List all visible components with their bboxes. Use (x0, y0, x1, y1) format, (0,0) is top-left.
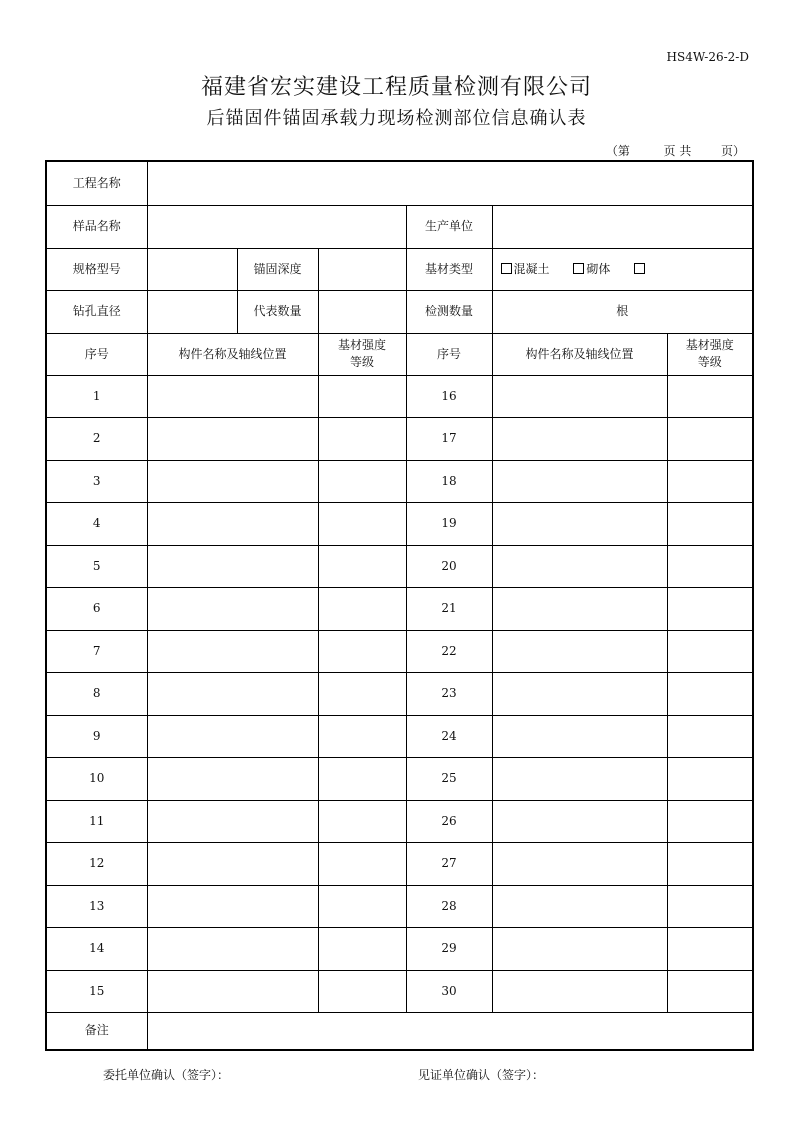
page-counter (606, 142, 745, 159)
rep-quantity-field[interactable] (318, 290, 406, 333)
checkbox-icon[interactable] (573, 263, 584, 274)
strength-cell[interactable] (667, 503, 753, 546)
seq-cell: 13 (46, 885, 147, 928)
seq-cell: 5 (46, 545, 147, 588)
member-cell[interactable] (147, 970, 318, 1013)
member-cell[interactable] (492, 970, 667, 1013)
strength-cell[interactable] (667, 460, 753, 503)
company-title: 福建省宏实建设工程质量检测有限公司 (200, 75, 592, 100)
table-row (46, 503, 753, 546)
project-row (46, 161, 753, 205)
table-row (46, 545, 753, 588)
table-row (46, 630, 753, 673)
table-row (46, 460, 753, 503)
client-signature-label: 委托单位确认（签字）： (103, 1068, 230, 1082)
strength-cell[interactable] (318, 375, 406, 418)
member-cell[interactable] (147, 503, 318, 546)
manufacturer-field[interactable] (492, 205, 753, 248)
table-row (46, 588, 753, 631)
seq-cell: 14 (46, 928, 147, 971)
strength-cell[interactable] (318, 758, 406, 801)
member-header-right: 构件名称及轴线位置 (492, 333, 667, 375)
member-cell[interactable] (492, 800, 667, 843)
seq-cell: 1 (46, 375, 147, 418)
strength-cell[interactable] (667, 375, 753, 418)
strength-cell[interactable] (318, 673, 406, 716)
member-cell[interactable] (492, 630, 667, 673)
seq-cell: 25 (406, 758, 492, 801)
seq-cell: 16 (406, 375, 492, 418)
strength-cell[interactable] (318, 460, 406, 503)
project-name-field[interactable] (147, 161, 753, 205)
strength-cell[interactable] (318, 418, 406, 461)
member-cell[interactable] (492, 545, 667, 588)
table-row (46, 885, 753, 928)
remarks-label: 备注 (46, 1013, 147, 1050)
strength-cell[interactable] (318, 715, 406, 758)
member-cell[interactable] (147, 588, 318, 631)
table-row (46, 673, 753, 716)
strength-cell[interactable] (318, 545, 406, 588)
manufacturer-label: 生产单位 (406, 205, 492, 248)
seq-cell: 6 (46, 588, 147, 631)
strength-cell[interactable] (667, 758, 753, 801)
spec-model-field[interactable] (147, 248, 237, 290)
strength-cell[interactable] (318, 630, 406, 673)
table-row (46, 970, 753, 1013)
project-name-label: 工程名称 (46, 161, 147, 205)
strength-cell[interactable] (318, 843, 406, 886)
member-cell[interactable] (147, 928, 318, 971)
seq-cell: 12 (46, 843, 147, 886)
strength-cell[interactable] (318, 800, 406, 843)
rep-quantity-label: 代表数量 (237, 290, 318, 333)
seq-cell: 29 (406, 928, 492, 971)
checkbox-icon[interactable] (501, 263, 512, 274)
member-cell[interactable] (147, 545, 318, 588)
substrate-option-concrete[interactable]: 混凝土 (501, 261, 550, 278)
seq-cell: 7 (46, 630, 147, 673)
pager-open: （第 (605, 144, 630, 158)
strength-cell[interactable] (667, 418, 753, 461)
member-cell[interactable] (147, 673, 318, 716)
member-cell[interactable] (147, 630, 318, 673)
seq-header-left: 序号 (46, 333, 147, 375)
seq-cell: 10 (46, 758, 147, 801)
member-cell[interactable] (492, 588, 667, 631)
seq-cell: 15 (46, 970, 147, 1013)
member-cell[interactable] (492, 418, 667, 461)
seq-cell: 8 (46, 673, 147, 716)
remarks-row (46, 1013, 753, 1050)
test-quantity-label: 检测数量 (406, 290, 492, 333)
sample-name-field[interactable] (147, 205, 406, 248)
member-cell[interactable] (492, 503, 667, 546)
sample-row (46, 205, 753, 248)
member-cell[interactable] (147, 418, 318, 461)
substrate-type-options (492, 248, 753, 290)
seq-cell: 22 (406, 630, 492, 673)
member-cell[interactable] (147, 715, 318, 758)
sample-name-label: 样品名称 (46, 205, 147, 248)
table-row (46, 928, 753, 971)
member-cell[interactable] (492, 928, 667, 971)
seq-cell: 23 (406, 673, 492, 716)
remarks-field[interactable] (147, 1013, 753, 1050)
seq-header-right: 序号 (406, 333, 492, 375)
member-cell[interactable] (147, 375, 318, 418)
strength-cell[interactable] (667, 588, 753, 631)
member-cell[interactable] (492, 885, 667, 928)
member-cell[interactable] (492, 375, 667, 418)
column-header-row (46, 333, 753, 375)
drill-diameter-label: 钻孔直径 (46, 290, 147, 333)
form-title: 后锚固件锚固承载力现场检测部位信息确认表 (206, 108, 587, 129)
strength-cell[interactable] (667, 715, 753, 758)
seq-cell: 18 (406, 460, 492, 503)
member-cell[interactable] (147, 758, 318, 801)
table-row (46, 843, 753, 886)
member-cell[interactable] (147, 800, 318, 843)
info-table (45, 160, 754, 1051)
member-cell[interactable] (492, 758, 667, 801)
strength-cell[interactable] (667, 800, 753, 843)
strength-cell[interactable] (318, 928, 406, 971)
seq-cell: 30 (406, 970, 492, 1013)
strength-cell[interactable] (318, 503, 406, 546)
witness-signature-label: 见证单位确认（签字）： (418, 1068, 545, 1082)
table-row (46, 800, 753, 843)
anchor-depth-label: 锚固深度 (237, 248, 318, 290)
strength-cell[interactable] (667, 928, 753, 971)
seq-cell: 20 (406, 545, 492, 588)
document-code: HS4W-26-2-D (666, 50, 749, 64)
test-quantity-field[interactable] (492, 290, 753, 333)
seq-cell: 19 (406, 503, 492, 546)
drill-diameter-field[interactable] (147, 290, 237, 333)
member-cell[interactable] (492, 843, 667, 886)
substrate-option-other[interactable] (634, 261, 647, 278)
seq-cell: 11 (46, 800, 147, 843)
member-cell[interactable] (147, 460, 318, 503)
seq-cell: 3 (46, 460, 147, 503)
strength-cell[interactable] (667, 885, 753, 928)
strength-cell[interactable] (667, 843, 753, 886)
strength-cell[interactable] (667, 630, 753, 673)
strength-cell[interactable] (667, 673, 753, 716)
seq-cell: 27 (406, 843, 492, 886)
spec-row (46, 248, 753, 290)
drill-row (46, 290, 753, 333)
strength-header-right: 基材强度 等级 (667, 333, 753, 375)
pager-mid: 页 共 (663, 144, 692, 158)
strength-cell[interactable] (318, 970, 406, 1013)
member-cell[interactable] (492, 460, 667, 503)
seq-cell: 17 (406, 418, 492, 461)
seq-cell: 2 (46, 418, 147, 461)
strength-cell[interactable] (318, 588, 406, 631)
table-row (46, 715, 753, 758)
seq-cell: 26 (406, 800, 492, 843)
substrate-option-masonry[interactable]: 砌体 (573, 261, 610, 278)
anchor-depth-field[interactable] (318, 248, 406, 290)
strength-cell[interactable] (667, 970, 753, 1013)
member-header-left: 构件名称及轴线位置 (147, 333, 318, 375)
spec-model-label: 规格型号 (46, 248, 147, 290)
seq-cell: 21 (406, 588, 492, 631)
checkbox-icon[interactable] (634, 263, 645, 274)
member-cell[interactable] (492, 673, 667, 716)
table-row (46, 758, 753, 801)
table-row (46, 418, 753, 461)
strength-cell[interactable] (318, 885, 406, 928)
substrate-type-label: 基材类型 (406, 248, 492, 290)
seq-cell: 4 (46, 503, 147, 546)
strength-cell[interactable] (667, 545, 753, 588)
table-row (46, 375, 753, 418)
test-quantity-unit: 根 (616, 304, 629, 318)
pager-close: 页） (720, 144, 745, 158)
member-cell[interactable] (147, 885, 318, 928)
seq-cell: 9 (46, 715, 147, 758)
seq-cell: 28 (406, 885, 492, 928)
seq-cell: 24 (406, 715, 492, 758)
member-cell[interactable] (492, 715, 667, 758)
member-cell[interactable] (147, 843, 318, 886)
strength-header-left: 基材强度 等级 (318, 333, 406, 375)
